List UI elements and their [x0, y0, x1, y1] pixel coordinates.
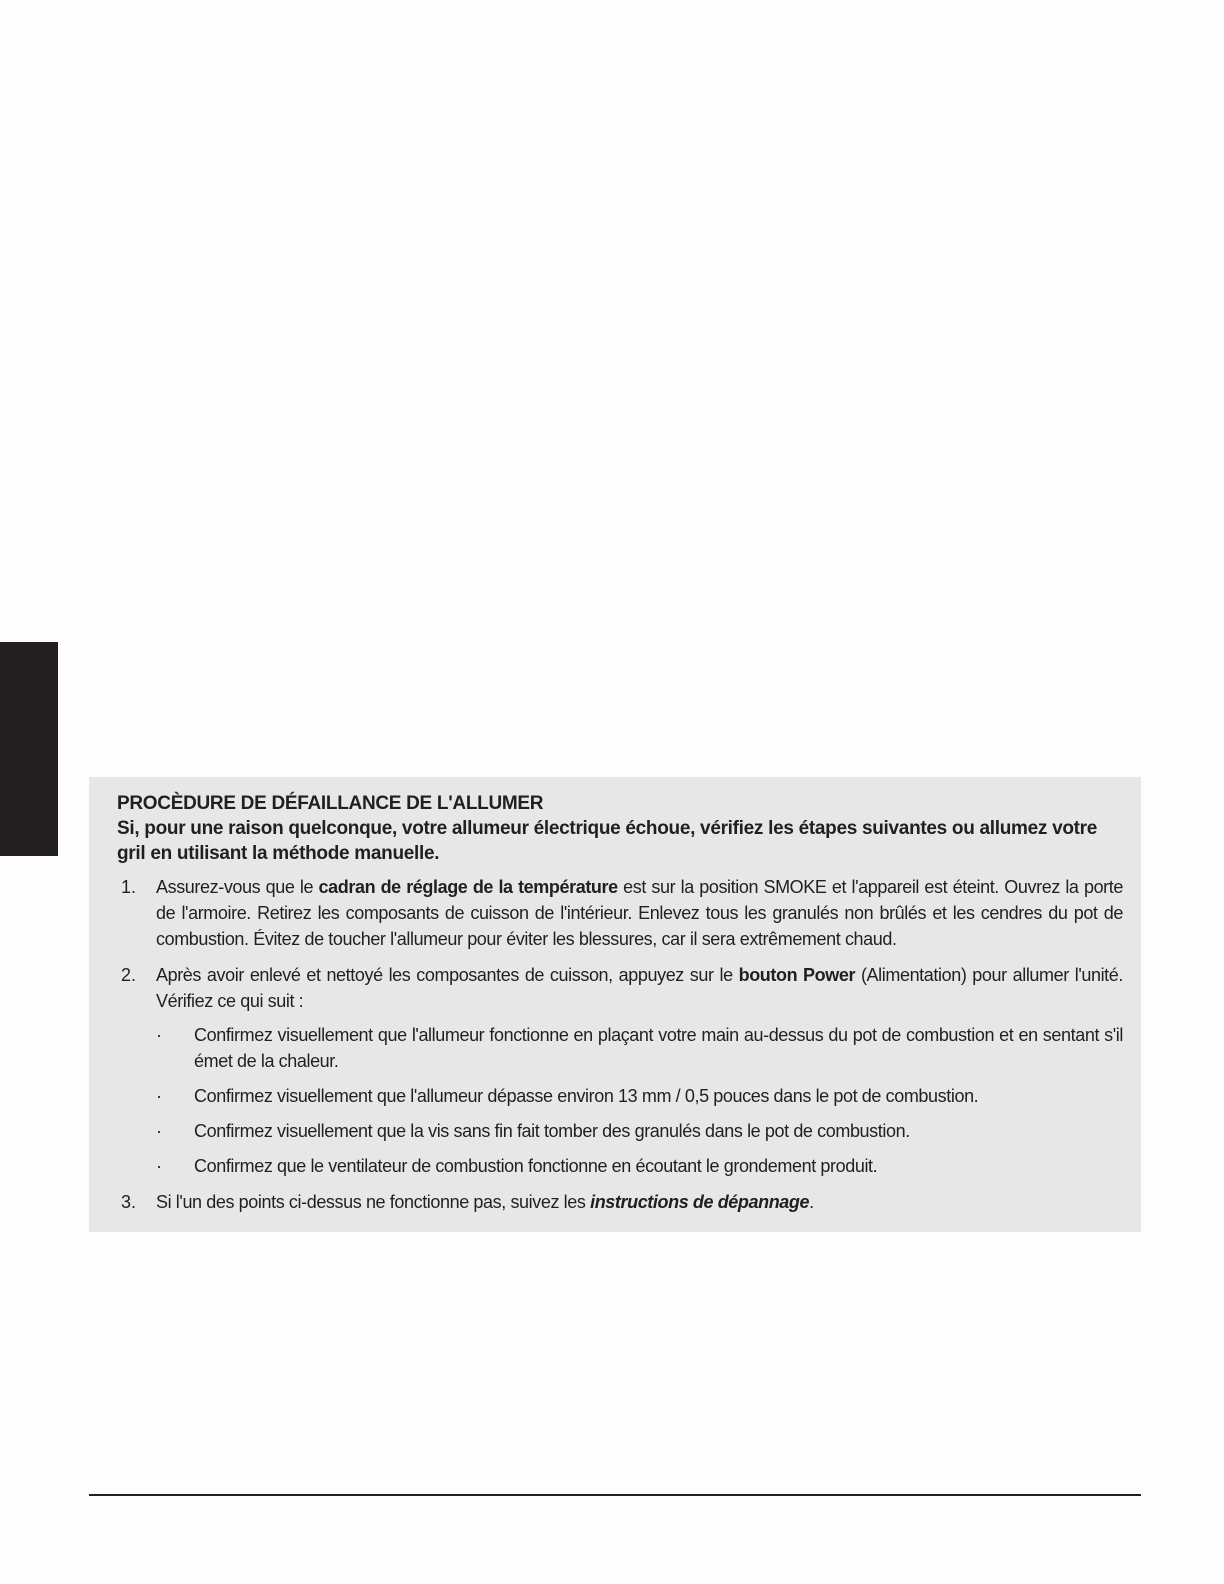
check-item — [156, 1153, 1123, 1179]
step-text-part: est sur la position SMOKE et l'appareil est éteint. Ouvrez la porte de l'armoire. Retirez les composants de cuisson de l'intérieur. Enlevez tous les granulés non brûlés et les cendres du pot de combustion. Évitez de toucher l'allumeur pour éviter les blessures, car il sera extrêmement chaud. — [156, 877, 1123, 949]
step-text-part: (Alimentation) pour allumer l'unité. Vérifiez ce qui suit : — [156, 965, 1123, 1011]
step-text — [156, 1189, 1123, 1215]
step-text-part: Si l'un des points ci-dessus ne fonctionne pas, suivez les — [156, 1192, 591, 1212]
bullet-dot-icon: · — [156, 1025, 162, 1045]
step-number: 3. — [121, 1192, 137, 1212]
ignitor-failure-panel — [89, 777, 1141, 1232]
check-item-text: Confirmez visuellement que l'allumeur fonctionne en plaçant votre main au-dessus du pot de combustion et en sentant s'il émet de la chaleur. — [194, 1025, 1123, 1071]
check-item — [156, 1083, 1123, 1109]
bullet-dot-icon: · — [156, 1121, 162, 1141]
check-item — [156, 1118, 1123, 1144]
steps-list — [117, 874, 1123, 1215]
step-bold-term: bouton Power — [738, 965, 856, 985]
step-text — [156, 874, 1123, 952]
step-2 — [117, 962, 1123, 1179]
step-text-part: . — [809, 1192, 814, 1212]
bullet-dot-icon: · — [156, 1156, 162, 1176]
step-text — [156, 962, 1123, 1014]
check-list — [156, 1022, 1123, 1179]
check-item-text: Confirmez que le ventilateur de combustion fonctionne en écoutant le grondement produit. — [194, 1156, 878, 1176]
step-1 — [117, 874, 1123, 952]
bullet-dot-icon: · — [156, 1086, 162, 1106]
troubleshooting-reference: instructions de dépannage — [590, 1192, 810, 1212]
check-item — [156, 1022, 1123, 1074]
check-item-text: Confirmez visuellement que la vis sans fin fait tomber des granulés dans le pot de combustion. — [194, 1121, 910, 1141]
step-3 — [117, 1189, 1123, 1215]
section-title: PROCÈDURE DE DÉFAILLANCE DE L'ALLUMER — [117, 793, 544, 814]
section-intro: Si, pour une raison quelconque, votre allumeur électrique échoue, vérifiez les étapes suivantes ou allumez votre gril en utilisant la méthode manuelle. — [117, 818, 1098, 864]
step-number: 1. — [121, 877, 137, 897]
step-bold-term: cadran de réglage de la température — [318, 877, 618, 897]
step-text-part: Après avoir enlevé et nettoyé les composantes de cuisson, appuyez sur le — [156, 965, 739, 985]
step-text-part: Assurez-vous que le — [156, 877, 319, 897]
step-number: 2. — [121, 965, 137, 985]
side-tab-marker — [0, 642, 58, 856]
footer-divider — [89, 1494, 1141, 1496]
check-item-text: Confirmez visuellement que l'allumeur dépasse environ 13 mm / 0,5 pouces dans le pot de combustion. — [194, 1086, 979, 1106]
